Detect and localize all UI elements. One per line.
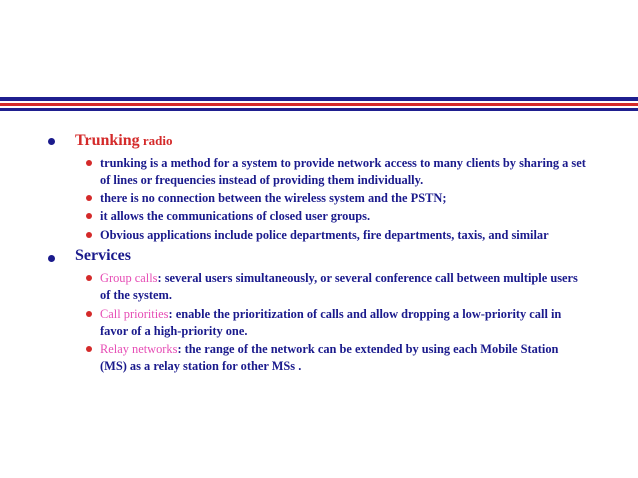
desc-call-priorities: : enable the prioritization of calls and allow dropping a low-priority call in favor of a high-priority one. <box>100 307 562 338</box>
term-call-priorities: Call priorities <box>100 307 169 321</box>
heading-services: Services <box>75 247 131 264</box>
term-relay-networks: Relay networks <box>100 342 178 356</box>
item-text: it allows the communications of closed user groups. <box>100 209 371 223</box>
bullet-dot-icon <box>86 311 92 317</box>
desc-relay-networks: : the range of the network can be extended by using each Mobile Station (MS) as a relay station for other MSs . <box>100 342 559 373</box>
bullet-dot-icon <box>86 346 92 352</box>
bullet-dot-icon <box>86 232 92 238</box>
desc-group-calls: : several users simultaneously, or several conference call between multiple users of the system. <box>100 271 578 302</box>
term-group-calls: Group calls <box>100 271 158 285</box>
bullet-dot-icon <box>48 138 55 145</box>
stripe-navy-bottom <box>0 108 638 111</box>
heading-radio-word: radio <box>139 133 173 148</box>
item-text <box>100 270 586 304</box>
item-text: there is no connection between the wireless system and the PSTN; <box>100 191 447 205</box>
bullet-dot-icon <box>86 160 92 166</box>
heading-trunking-word: Trunking <box>75 132 140 149</box>
item-text: Obvious applications include police departments, fire departments, taxis, and similar <box>100 228 549 242</box>
bullet-dot-icon <box>48 255 55 262</box>
item-text <box>100 341 586 375</box>
item-text <box>100 306 586 340</box>
bullet-dot-icon <box>86 195 92 201</box>
item-text: trunking is a method for a system to provide network access to many clients by sharing a set of lines or frequencies instead of providing them individually. <box>100 156 586 187</box>
bullet-dot-icon <box>86 213 92 219</box>
heading-trunking-radio <box>75 132 173 150</box>
bullet-dot-icon <box>86 275 92 281</box>
